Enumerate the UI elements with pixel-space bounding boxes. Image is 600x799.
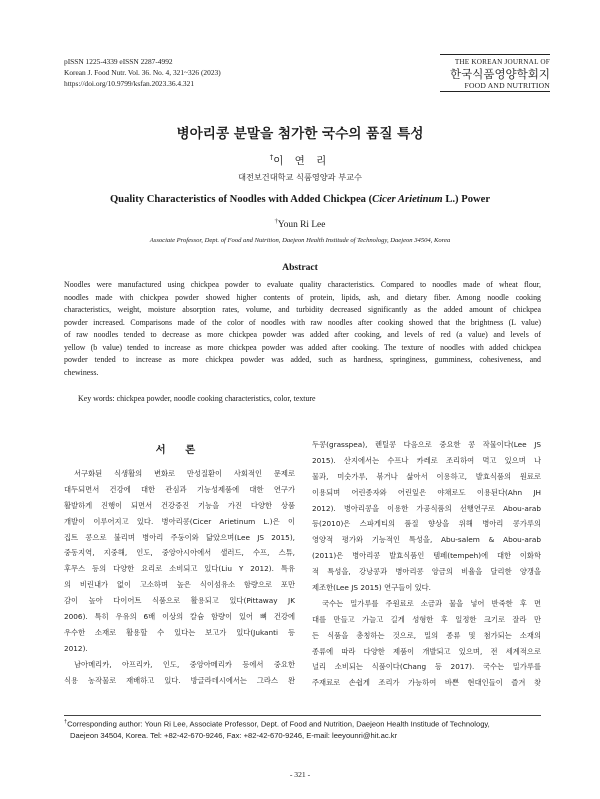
body-line: 등(2010)은 스파게티의 품질 향상을 위해 병아리 콩가루의 xyxy=(312,519,541,529)
body-line: 의 비린내가 없이 고소하며 높은 식이섬유소 함량으로 포만 xyxy=(64,580,295,590)
doi-link[interactable]: https://doi.org/10.9799/ksfan.2023.36.4.321 xyxy=(64,79,195,88)
abstract-line: yellow (b value) tended to increase as more chickpea powder was added after cooking. The texture of noodles with added chickpea xyxy=(64,342,541,352)
body-line: 이용되며 어린종자와 어린잎은 야채로도 이용된다(Ahn JH xyxy=(312,487,541,497)
body-line: 2006). 특히 우유의 6배 이상의 칼슘 함량이 있어 뼈 건강에 xyxy=(64,612,295,622)
body-line: 남아메리카, 아프리카, 인도, 중앙아메리카 등에서 중요한 xyxy=(74,659,295,669)
author-en-mark: † xyxy=(274,218,278,225)
issn: pISSN 1225-4339 eISSN 2287-4992 xyxy=(64,57,173,66)
body-line: 두콩(grasspea), 렌틸콩 다음으로 중요한 콩 작물이다(Lee JS xyxy=(312,440,541,449)
abstract-line: powder increased. Comparisons made of the color of noodles with raw noodles after cooking showed that the brightness (L value) xyxy=(64,317,541,327)
title-korean: 병아리콩 분말을 첨가한 국수의 품질 특성 xyxy=(176,126,424,142)
keywords: Key words: chickpea powder, noodle cooking characteristics, color, texture xyxy=(78,394,316,403)
body-line: 식용 농작물로 재배하고 있다. 방글라데시에서는 그라스 완 xyxy=(64,675,295,685)
abstract-line: of raw noodles tended to decrease as more chickpea powder was added after cooking, and levels of red (a value) and levels of xyxy=(64,330,541,339)
author-english xyxy=(0,218,600,230)
body-line: 활발하게 진행이 되면서 건강증진 기능을 가진 다양한 상품 xyxy=(64,500,295,510)
body-line: 집트 콩으로 불리며 병아리 주둥이와 닮았으며(Lee JS 2015), xyxy=(64,532,295,542)
affiliation-korean: 대전보건대학교 식품영양과 부교수 xyxy=(238,172,362,182)
abstract-body xyxy=(64,279,541,379)
body-line: 물과, 미숫가루, 볶거나 삶아서 이용하고, 발효식품의 원료로 xyxy=(312,471,541,481)
journal-rule-bottom xyxy=(440,91,550,92)
abstract-line: noodles made with chickpea powder showed higher contents of protein, lipids, ash, and dietary fiber. Among noodle cooking xyxy=(64,292,541,302)
abstract-heading: Abstract xyxy=(282,262,318,273)
author-korean xyxy=(0,153,600,168)
author-mark: † xyxy=(269,153,274,162)
footnote-text-1: Corresponding author: Youn Ri Lee, Associate Professor, Dept. of Food and Nutrition, Daejeon Health Institude of Technology, xyxy=(67,719,490,729)
body-line: 우수한 소재로 활용할 수 있다는 보고가 있다(Jukanti 등 xyxy=(64,627,295,637)
journal-name-en-2: FOOD AND NUTRITION xyxy=(464,81,550,90)
journal-logo xyxy=(440,54,550,94)
affiliation-english: Associate Professor, Dept. of Food and Nutrition, Daejeon Health Institude of Technology, Daejeon 34504, Korea xyxy=(149,237,451,244)
journal-rule-top xyxy=(440,54,550,55)
footnote-mark: † xyxy=(64,719,68,725)
body-line: 대두되면서 건강에 대한 관심과 기능성제품에 대한 연구가 xyxy=(64,484,295,494)
body-line: 든 식품을 총칭하는 것으로, 밀의 종류 및 첨가되는 소재의 xyxy=(312,630,541,640)
body-line: 서구화된 식생활의 변화로 만성질환이 사회적인 문제로 xyxy=(74,469,295,478)
article-metadata xyxy=(64,56,221,89)
body-line: (2011)은 병아리콩 발효식품인 템페(tempeh)에 대한 이화학 xyxy=(312,551,541,561)
abstract-line: powder tended to increase as more chickpea powder was added, such as hardness, springiness, gumminess, cohesiveness, and xyxy=(64,355,541,364)
title-english xyxy=(0,194,600,205)
abstract-line: chewiness. xyxy=(64,367,99,377)
footnote-line-2: Daejeon 34504, Korea. Tel: +82-42-670-9246, Fax: +82-42-670-9246, E-mail: leeyounri@hit.ac.kr xyxy=(70,731,398,741)
title-en-species: Cicer Arietinum xyxy=(372,194,443,205)
body-line: 대를 만들고 가늘고 길게 성형한 후 일정한 크기로 잘라 만 xyxy=(312,614,541,624)
page-number: - 321 - xyxy=(289,770,311,779)
body-line: 종류에 따라 다양한 제품이 개발되고 있으며, 전 세계적으로 xyxy=(312,646,541,656)
abstract-line: characteristics, weight, moisture absorption rates, volume, and turbidity decreased significantly as the added amount of chickpea xyxy=(64,305,541,314)
body-line: 제조한(Lee JS 2015) 연구들이 있다. xyxy=(312,583,431,593)
journal-name-en-1: THE KOREAN JOURNAL OF xyxy=(454,58,550,66)
body-line: 2012). xyxy=(64,643,88,653)
title-en-part2: L.) Power xyxy=(442,194,491,205)
body-line: 주재료로 손쉽게 조리가 가능하여 바쁜 현대인들이 즐겨 찾 xyxy=(312,678,541,688)
intro-left-column xyxy=(64,466,295,688)
body-line: 적 특성을, 강낭콩과 병아리콩 앙금의 비율을 달리한 양갱을 xyxy=(312,567,541,577)
author-name-en: Youn Ri Lee xyxy=(277,220,326,231)
footnote-divider xyxy=(64,715,541,716)
body-line: 후무스 등의 다양한 요리로 소비되고 있다(Liu Y 2012). 특유 xyxy=(64,564,295,574)
body-line: 국수는 밀가루를 주원료로 소금과 물을 넣어 반죽한 후 면 xyxy=(322,598,541,608)
section-heading-intro: 서 론 xyxy=(155,444,204,456)
author-name-ko: 이 연 리 xyxy=(273,155,331,167)
body-line: 널리 소비되는 식품이다(Chang 등 2017). 국수는 밀가루를 xyxy=(312,662,541,672)
citation: Korean J. Food Nutr. Vol. 36. No. 4, 321~326 (2023) xyxy=(64,68,221,77)
title-en-part1: Quality Characteristics of Noodles with Added Chickpea ( xyxy=(109,194,373,205)
body-line: 중동지역, 지중해, 인도, 중앙아시아에서 샐러드, 수프, 스튜, xyxy=(64,548,295,558)
body-line: 2012). 병아리콩을 이용한 가공식품의 선행연구로 Abou-arab xyxy=(312,503,541,513)
body-line: 감이 높아 다이어트 식품으로 활용되고 있다(Pittaway JK xyxy=(64,596,295,606)
body-line: 영양적 평가와 기능적인 특성을, Abu-salem & Abou-arab xyxy=(312,535,541,545)
body-line: 개발이 이루어지고 있다. 병아리콩(Cicer Arietinum L.)은 이 xyxy=(64,516,295,526)
intro-right-column xyxy=(312,437,541,691)
journal-name-ko: 한국식품영양학회지 xyxy=(450,67,550,81)
body-line: 2015). 산지에서는 수프나 카레로 조리하여 먹고 있으며 나 xyxy=(312,455,541,465)
footnote-line-1 xyxy=(64,717,541,730)
abstract-line: Noodles were manufactured using chickpea powder to evaluate quality characteristics. Compared to noodles made of wheat flour, xyxy=(64,280,541,289)
corresponding-author-footnote xyxy=(64,717,541,742)
